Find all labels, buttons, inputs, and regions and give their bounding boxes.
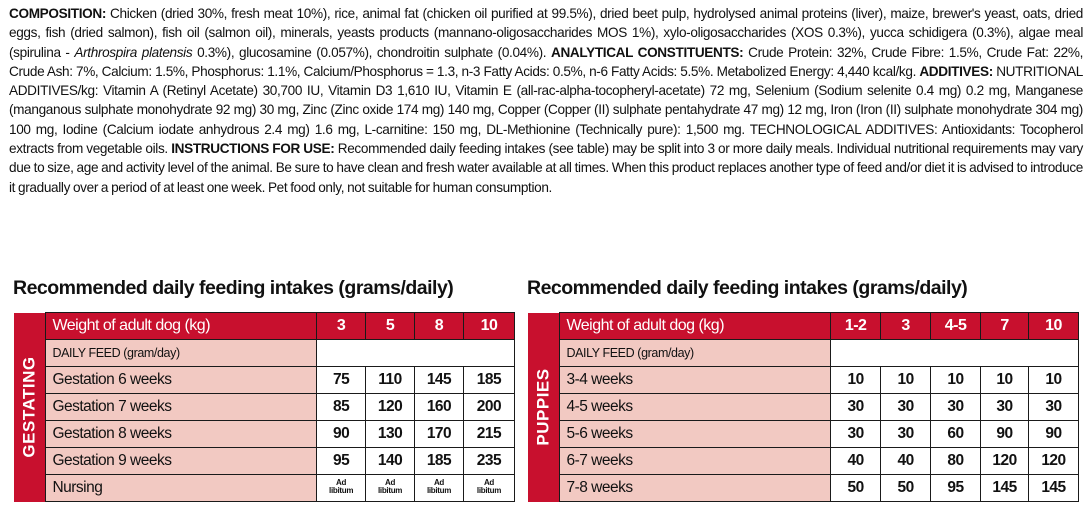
value-cell: 90 <box>1029 421 1079 448</box>
composition-italic: Arthrospira platensis <box>74 44 193 60</box>
gestating-side-band <box>14 313 46 502</box>
table-row <box>14 475 515 502</box>
value-cell: 185 <box>415 448 464 475</box>
table-row <box>14 421 515 448</box>
gestating-feeding-table <box>14 312 515 502</box>
puppies-feeding-table <box>528 312 1079 502</box>
table-row <box>528 394 1079 421</box>
row-label: 7-8 weeks <box>560 475 831 502</box>
composition-heading: COMPOSITION: <box>9 6 106 21</box>
value-cell: 40 <box>831 448 881 475</box>
table-row <box>14 394 515 421</box>
row-label: Gestation 7 weeks <box>46 394 317 421</box>
row-label: Gestation 8 weeks <box>46 421 317 448</box>
weight-header-cell: 3 <box>881 313 931 340</box>
ad-libitum-cell <box>366 475 415 502</box>
weight-header-label: Weight of adult dog (kg) <box>560 313 831 340</box>
value-cell: 10 <box>881 367 931 394</box>
additives-text: NUTRITIONAL ADDITIVES/kg: Vitamin A (Retinyl Acetate) 30,700 IU, Vitamin D3 1,610 IU, Vitamin E (all-rac-alpha-tocopheryl-acetate) 72 mg, Selenium (Sodium selenite 0.4 mg) 0.2 mg, Manganese (manganous sulphate monohydrate 92 mg) 30 mg, Zinc (Zinc oxide 174 mg) 140 mg, Copper (Copper (II) sulphate pentahydrate 47 mg) 12 mg, Iron (Iron (II) sulphate monohydrate 304 mg) 100 mg, Iodine (Calcium iodate anhydrous 2.4 mg) 1.6 mg, L-carnitine: 150 mg, DL-Methionine (Technically pure): 1,500 mg. TECHNOLOGICAL ADDITIVES: Antioxidants: Tocopherol extracts from vegetable oils. <box>9 63 1083 157</box>
value-cell: 10 <box>831 367 881 394</box>
instructions-text: Recommended daily feeding intakes (see table) may be split into 3 or more daily meals. Individual nutritional requirements may vary due to size, age and activity level of the animal. Be sure to have clean and fresh water available at all times. When this product replaces another type of feed and/or diet it is advised to introduce it gradually over a period of at least one week. Pet food only, not suitable for human consumption. <box>9 141 1083 195</box>
weight-header-cell: 1-2 <box>831 313 881 340</box>
value-cell: 90 <box>317 421 366 448</box>
value-cell: 145 <box>415 367 464 394</box>
composition-text: Chicken (dried 30%, fresh meat 10%), rice, animal fat (chicken oil purified at 99.5%), dried beet pulp, hydrolysed animal proteins (liver), maize, brewer's yeast, oats, dried eggs, fish (dried salmon), fish oil (salmon oil), minerals, yeasts products (mannano-oligosaccharides MOS 1%), xylo-oligosaccharides (XOS 0.3%), yucca schidigera (0.3%), algae meal (spirulina - <box>9 6 1083 60</box>
ad-libitum-cell <box>415 475 464 502</box>
libitum-text: libitum <box>476 485 502 495</box>
table-row <box>528 421 1079 448</box>
value-cell: 30 <box>831 394 881 421</box>
libitum-text: libitum <box>377 485 403 495</box>
value-cell: 50 <box>831 475 881 502</box>
weight-header-cell: 10 <box>463 313 514 340</box>
value-cell: 120 <box>981 448 1029 475</box>
weight-header-cell: 4-5 <box>931 313 981 340</box>
weight-header-cell: 5 <box>366 313 415 340</box>
gestating-side-label: GESTATING <box>19 356 39 458</box>
table-row <box>14 448 515 475</box>
value-cell: 60 <box>931 421 981 448</box>
weight-header-cell: 7 <box>981 313 1029 340</box>
value-cell: 30 <box>881 421 931 448</box>
value-cell: 10 <box>931 367 981 394</box>
analytical-text: Crude Protein: 32%, Crude Fibre: 1.5%, Crude Fat: 22%, Crude Ash: 7%, Calcium: 1.5%, Phosphorus: 1.1%, Calcium/Phosphorus = 1.3, n-3 Fatty Acids: 0.5%, n-6 Fatty Acids: 5.5%. Metabolized Energy: 4,440 kcal/kg. <box>9 44 1084 79</box>
value-cell: 30 <box>1029 394 1079 421</box>
value-cell: 145 <box>1029 475 1079 502</box>
daily-feed-label: DAILY FEED (gram/day) <box>560 340 831 367</box>
ad-libitum-cell <box>463 475 514 502</box>
value-cell: 30 <box>931 394 981 421</box>
value-cell: 140 <box>366 448 415 475</box>
value-cell: 95 <box>931 475 981 502</box>
value-cell: 80 <box>931 448 981 475</box>
table-row <box>14 367 515 394</box>
value-cell: 85 <box>317 394 366 421</box>
libitum-text: libitum <box>329 485 354 495</box>
value-cell: 185 <box>463 367 514 394</box>
value-cell: 40 <box>881 448 931 475</box>
value-cell: 30 <box>981 394 1029 421</box>
puppies-side-label: PUPPIES <box>533 368 553 446</box>
value-cell: 130 <box>366 421 415 448</box>
libitum-text: libitum <box>426 485 452 495</box>
subheader-blank <box>317 340 515 367</box>
row-label: Gestation 6 weeks <box>46 367 317 394</box>
daily-feed-label: DAILY FEED (gram/day) <box>46 340 317 367</box>
analytical-heading: ANALYTICAL CONSTITUENTS: <box>551 44 744 60</box>
puppies-table-title: Recommended daily feeding intakes (grams/daily) <box>527 277 968 299</box>
label-text-block <box>9 4 1083 197</box>
value-cell: 50 <box>881 475 931 502</box>
ad-libitum-cell <box>317 475 366 502</box>
weight-header-label: Weight of adult dog (kg) <box>46 313 317 340</box>
weight-header-cell: 3 <box>317 313 366 340</box>
table-row <box>528 448 1079 475</box>
ad-text: Ad <box>336 477 347 487</box>
table-row <box>528 475 1079 502</box>
value-cell: 90 <box>981 421 1029 448</box>
subheader-blank <box>831 340 1079 367</box>
value-cell: 95 <box>317 448 366 475</box>
value-cell: 200 <box>463 394 514 421</box>
table-subheader-row <box>14 340 515 367</box>
row-label: 5-6 weeks <box>560 421 831 448</box>
value-cell: 75 <box>317 367 366 394</box>
nursing-label: Nursing <box>46 475 317 502</box>
composition-text-end: 0.3%), glucosamine (0.057%), chondroitin sulphate (0.04%). <box>192 44 551 60</box>
weight-header-cell: 10 <box>1029 313 1079 340</box>
table-header-row <box>14 313 515 340</box>
row-label: 6-7 weeks <box>560 448 831 475</box>
value-cell: 145 <box>981 475 1029 502</box>
value-cell: 160 <box>415 394 464 421</box>
ad-text: Ad <box>433 477 445 487</box>
instructions-heading: INSTRUCTIONS FOR USE: <box>171 141 335 157</box>
value-cell: 120 <box>1029 448 1079 475</box>
row-label: Gestation 9 weeks <box>46 448 317 475</box>
value-cell: 10 <box>1029 367 1079 394</box>
value-cell: 30 <box>881 394 931 421</box>
value-cell: 235 <box>463 448 514 475</box>
value-cell: 110 <box>366 367 415 394</box>
value-cell: 170 <box>415 421 464 448</box>
value-cell: 10 <box>981 367 1029 394</box>
gestating-table-title: Recommended daily feeding intakes (grams/daily) <box>13 277 454 299</box>
row-label: 3-4 weeks <box>560 367 831 394</box>
table-header-row <box>528 313 1079 340</box>
additives-heading: ADDITIVES: <box>919 63 993 79</box>
value-cell: 215 <box>463 421 514 448</box>
ad-text: Ad <box>385 477 396 487</box>
weight-header-cell: 8 <box>415 313 464 340</box>
puppies-side-band <box>528 313 560 502</box>
table-row <box>528 367 1079 394</box>
table-subheader-row <box>528 340 1079 367</box>
value-cell: 120 <box>366 394 415 421</box>
row-label: 4-5 weeks <box>560 394 831 421</box>
value-cell: 30 <box>831 421 881 448</box>
ad-text: Ad <box>483 477 495 487</box>
